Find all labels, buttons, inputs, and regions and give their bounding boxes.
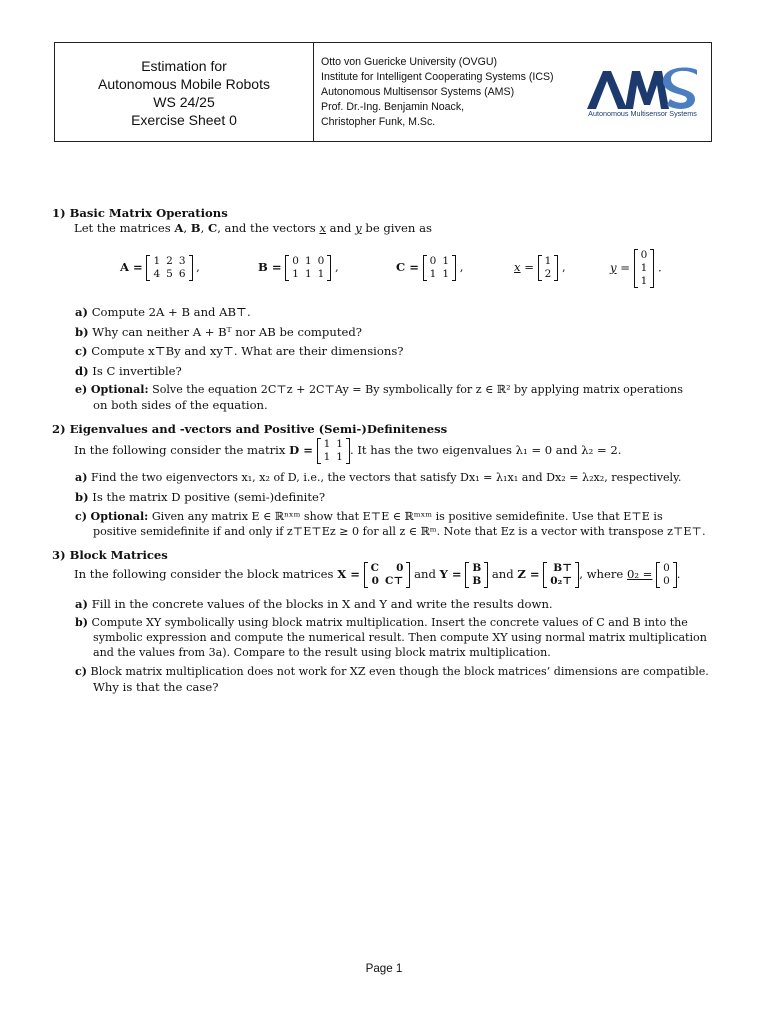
matrix-cell: 5 [166,268,173,280]
matrix-cell: 0 [317,255,325,267]
item-label: c) [75,665,88,678]
intro-text: . It has the two eigenvalues λ₁ = 0 and λ₂ = 2. [349,443,622,457]
section2-title: 2) Eigenvalues and -vectors and Positive (Semi-)Definiteness [52,422,448,436]
item-label: a) [75,471,88,484]
matrix-B [285,255,331,281]
matrix-cell: 0 [292,255,299,267]
matrix-cell: 0₂⊤ [550,575,573,587]
vector-x-label: x [514,260,521,274]
matrix-cell: 0 [429,255,437,267]
list-item [75,597,553,611]
logo-subtitle: Autonomous Multisensor Systems [588,109,697,118]
list-item [75,510,663,523]
list-item [75,383,683,396]
item-text: Solve the equation 2C⊤z + 2C⊤Ay = By symbolically for z ∈ ℝ² by applying matrix operations [152,383,683,396]
matrix-Y [465,562,488,588]
item-text: Compute XY symbolically using block matrix multiplication. Insert the concrete values of C and B into the [91,616,688,629]
item-text: Why is that the case? [93,680,219,694]
matrix-cell: 2 [544,268,552,280]
zero-vector [656,562,677,588]
matrix-cell: 1 [429,268,437,280]
item-label: c) [75,510,88,523]
matrix-cell: 0 [371,575,379,587]
section1-intro [74,221,432,235]
matrix-cell: 1 [317,268,325,280]
list-item-continuation [93,631,707,644]
item-text: Find the two eigenvectors x₁, x₂ of D, i.e., the vectors that satisfy Dx₁ = λ₁x₁ and Dx₂ = λ₂x₂, respectively. [90,471,682,484]
list-item-continuation [93,646,551,659]
section1-title: 1) Basic Matrix Operations [52,206,228,220]
matrix-cell: C [370,562,379,574]
item-text: Is the matrix D positive (semi-)definite? [92,490,326,504]
vector-y [634,249,655,288]
list-item-continuation [93,398,268,412]
matrix-cell: 4 [153,268,161,280]
item-text: positive semidefinite if and only if z⊤E⊤Ez ≥ 0 for all z ∈ ℝᵐ. Note that Ez is a vector with transpose z⊤E⊤. [93,525,706,538]
matrix-cell: C⊤ [384,575,404,587]
section3-title: 3) Block Matrices [52,548,168,562]
matrix-cell: 1 [442,255,450,267]
matrix-Z-label: Z = [517,567,540,581]
intro-text: x [319,221,326,235]
section2-intro [74,438,621,464]
matrix-cell: 0 [663,562,670,574]
institution-line: Prof. Dr.-Ing. Benjamin Noack, [321,101,465,113]
item-label: c) [75,344,88,358]
matrix-C-label: C = [396,260,419,274]
matrix-cell: 1 [640,275,648,287]
matrix-cell: 1 [323,451,331,463]
matrix-B-group: B = 0 1 0 1 1 1 , [258,255,339,280]
vector-x [538,255,559,281]
matrix-cell: 0 [640,249,648,261]
item-text: Given any matrix E ∈ ℝⁿˣᵐ show that E⊤E ∈ ℝᵐˣᵐ is positive semidefinite. Use that E⊤E is [151,510,663,523]
intro-text: and [488,567,518,581]
matrix-cell: 1 [292,268,299,280]
sheet-title: Exercise Sheet 0 [131,112,237,128]
course-title-line1: Estimation for [141,58,227,74]
matrix-X [364,562,411,588]
list-item [75,325,362,339]
matrix-A-label: A = [120,260,143,274]
list-item [75,471,681,484]
intro-text: In the following consider the block matrices [74,567,338,581]
matrix-cell: 1 [336,451,343,463]
item-text: symbolic expression and compute the numerical result. Then compute XY using normal matrix multiplication [93,631,707,644]
item-label: e) [75,383,88,396]
optional-label: Optional: [90,383,149,396]
intro-text: , [200,221,208,235]
matrix-cell: 2 [166,255,173,267]
institution-line: Autonomous Multisensor Systems (AMS) [321,86,515,98]
intro-text: and [410,567,440,581]
matrix-D [317,438,350,464]
matrix-cell: 1 [153,255,161,267]
intro-text: B [190,221,201,235]
matrix-cell: 0 [663,575,670,587]
matrix-A-group: A = 1 2 3 4 5 6 , [120,255,200,280]
matrix-cell: B⊤ [553,562,573,574]
list-item [75,344,404,358]
matrix-cell: 1 [544,255,552,267]
matrix-Y-label: Y = [439,567,462,581]
page-number: Page 1 [365,962,403,975]
matrix-cell: 1 [304,268,312,280]
section3-intro [74,562,680,588]
item-text: Compute x⊤By and xy⊤. What are their dimensions? [91,344,404,358]
institution-line: Institute for Intelligent Cooperating Systems (ICS) [321,71,554,83]
intro-text: , and the vectors [217,221,320,235]
intro-text: C [207,221,218,235]
institution-line: Otto von Guericke University (OVGU) [321,56,498,68]
list-item [75,665,709,678]
vector-y-group: y = 0 1 1 . [610,249,662,287]
course-info [55,43,314,141]
item-text: Why can neither A + Bᵀ nor AB be computed? [92,325,362,339]
matrix-cell: B [472,575,482,587]
zero-vector-label: 0₂ = [626,567,653,581]
intro-text: In the following consider the matrix [74,443,290,457]
matrix-cell: 3 [178,255,186,267]
vector-y-label: y [610,260,617,275]
optional-label: Optional: [90,510,149,523]
intro-text: y [355,221,362,235]
matrix-cell: 0 [396,562,404,574]
institution-line: Christopher Funk, M.Sc. [321,116,436,128]
item-label: b) [75,490,89,504]
matrix-cell: B [472,562,482,574]
item-label: d) [75,364,89,378]
item-label: a) [75,597,88,611]
list-item [75,490,325,504]
item-text: on both sides of the equation. [93,398,268,412]
matrix-X-label: X = [337,567,360,581]
list-item [75,364,182,378]
item-text: Fill in the concrete values of the blocks in X and Y and write the results down. [91,597,553,611]
intro-text: A [174,221,184,235]
intro-text: . [676,567,681,581]
header-box [54,42,712,142]
matrix-B-label: B = [258,260,282,274]
institution-info [321,55,554,130]
list-item [75,305,251,319]
intro-text: be given as [361,221,432,235]
matrix-cell: 6 [178,268,186,280]
list-item [75,616,688,629]
vector-x-group: x = 1 2 , [514,255,566,280]
item-text: Block matrix multiplication does not work for XZ even though the block matrices’ dimensions are compatible. [90,665,709,678]
matrix-Z [543,562,579,588]
item-text: Is C invertible? [92,364,182,378]
item-text: and the values from 3a). Compare to the result using block matrix multiplication. [93,646,551,659]
item-text: Compute 2A + B and AB⊤. [91,305,251,319]
intro-text: and [325,221,356,235]
list-item-continuation [93,525,705,538]
semester: WS 24/25 [153,94,215,110]
matrix-cell: 1 [323,438,331,450]
matrix-C [423,255,456,281]
list-item-continuation [93,680,218,694]
matrix-C-group: C = 0 1 1 1 , [396,255,464,280]
matrix-cell: 1 [442,268,450,280]
item-label: a) [75,305,88,319]
matrix-cell: 1 [304,255,312,267]
item-label: b) [75,325,89,339]
matrix-D-label: D = [289,443,313,457]
intro-text: , [183,221,191,235]
item-label: b) [75,616,89,629]
course-title-line2: Autonomous Mobile Robots [98,76,270,92]
matrix-cell: 1 [336,438,343,450]
intro-text: Let the matrices [74,221,175,235]
matrix-A [146,255,192,281]
matrix-cell: 1 [640,262,648,274]
intro-text: , where [579,567,627,581]
